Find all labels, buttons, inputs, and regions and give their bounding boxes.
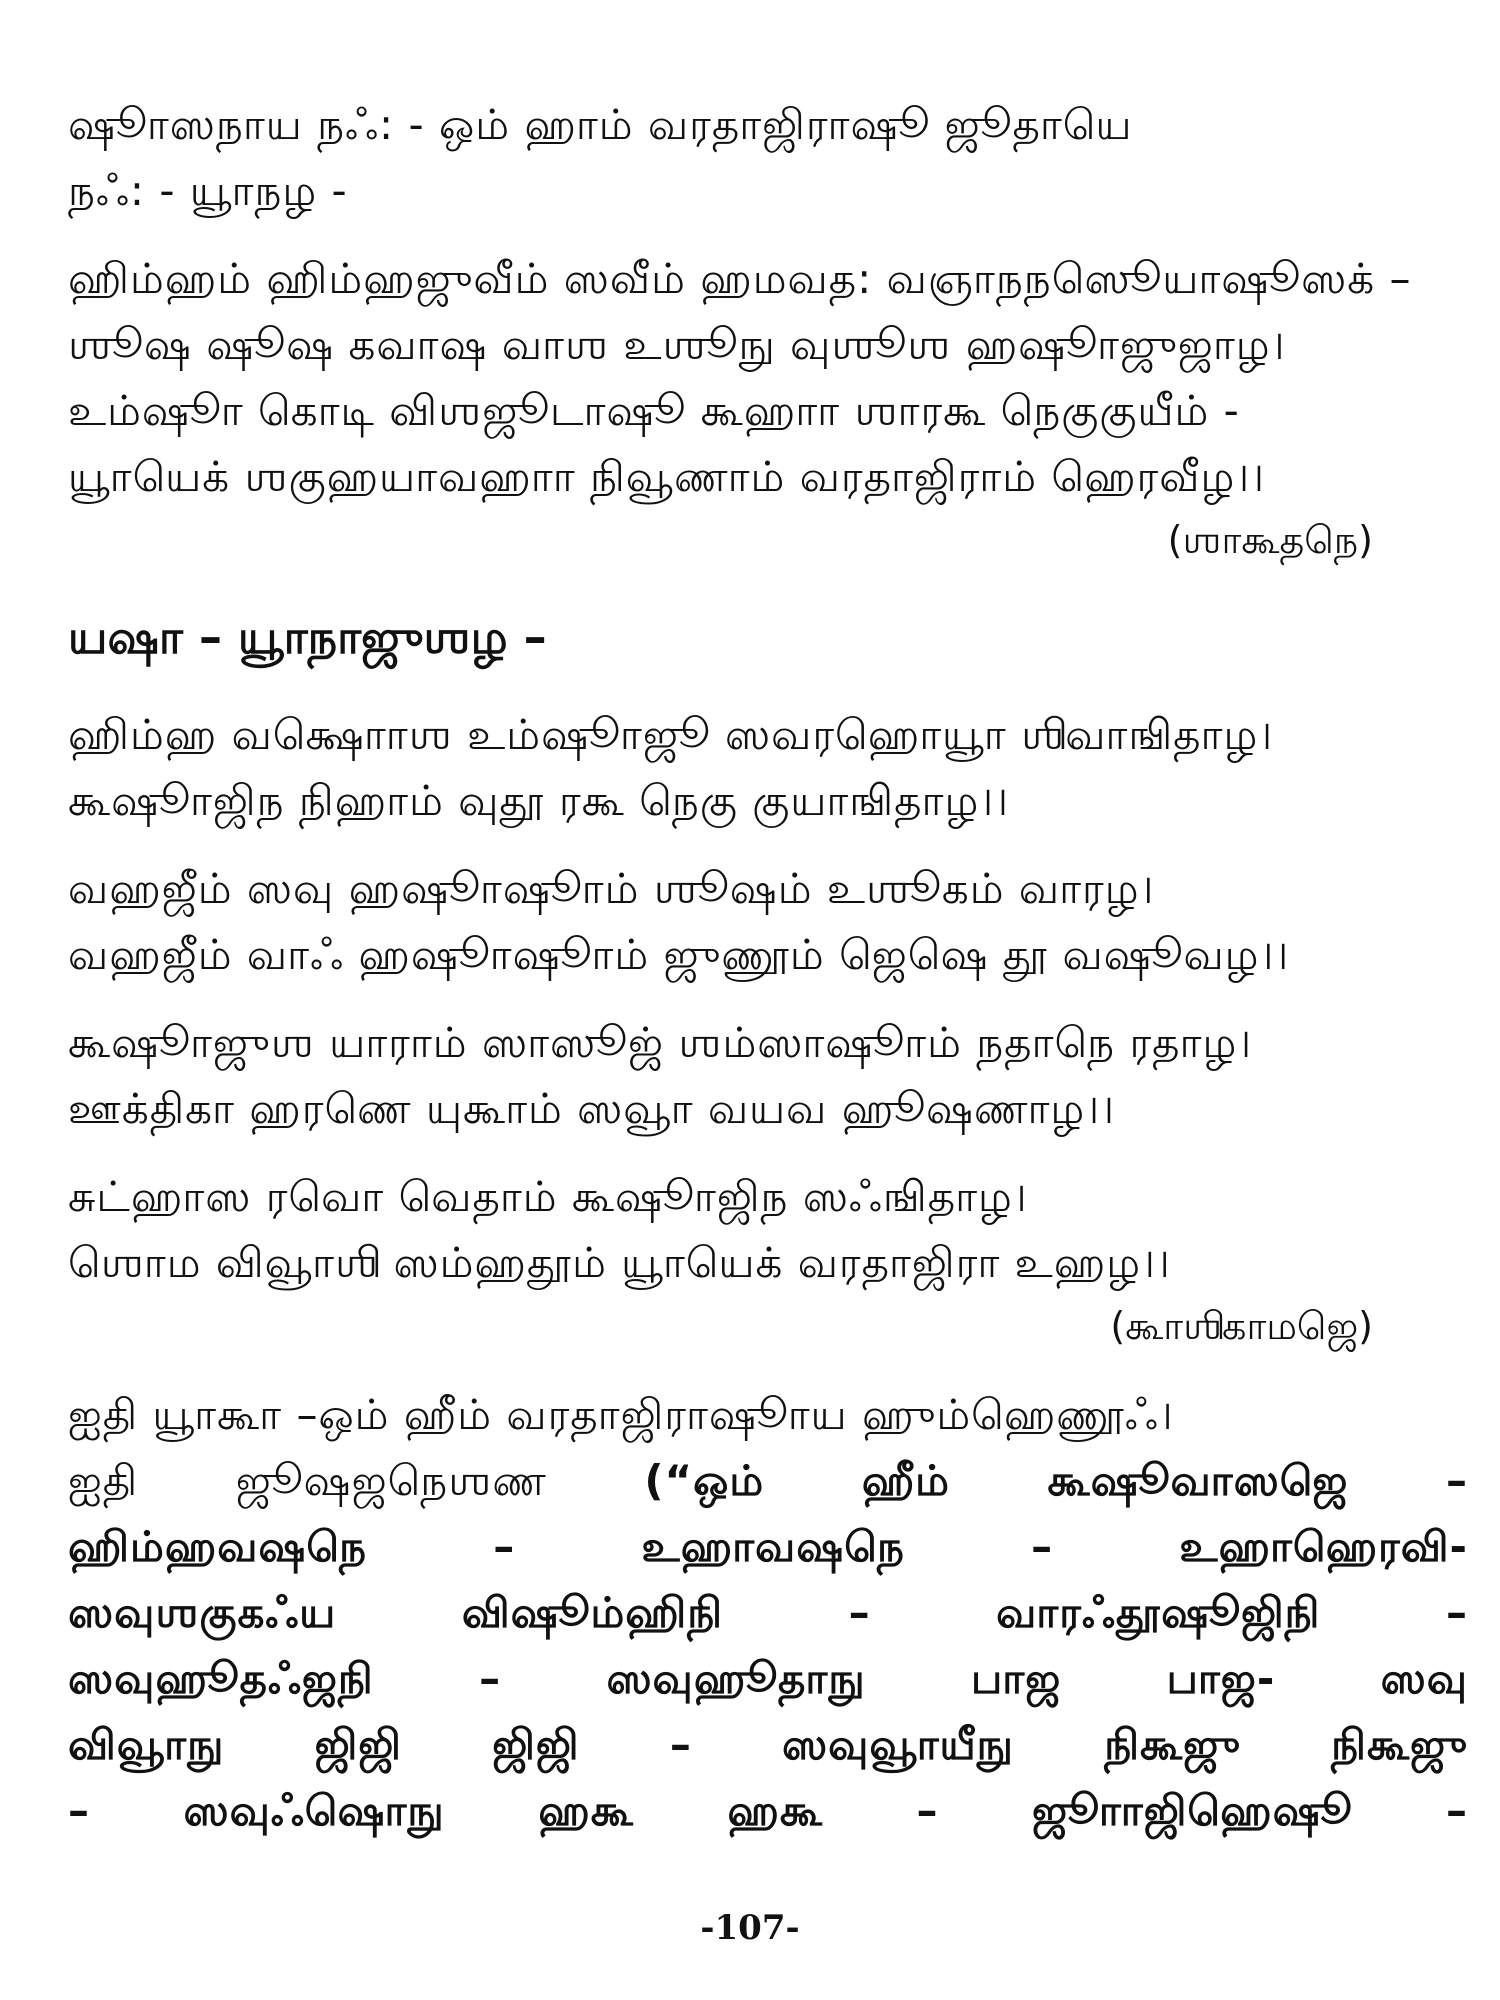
word: ஜூாாஜிஹெஷூ: [1031, 1786, 1353, 1835]
verse-line: உம்ஷூா கொடி விஶஜூடாஷூ கூஹாா ஶாரகூ நெகுகுயீம் -: [68, 386, 1240, 435]
verse-3: [68, 856, 1468, 988]
word: ஸவுவூாயீநு: [782, 1720, 1014, 1769]
word: –: [1446, 1588, 1468, 1637]
word: கூஷூவாஸஜெ: [1047, 1456, 1349, 1505]
word: ஜிஜி: [314, 1720, 403, 1769]
word: ஸவுஶகுகஃய: [68, 1588, 337, 1637]
verse-line: ஹிம்ஹம் ஹிம்ஹஜுவீம் ஸவீம் ஹமவத: வஞாநநஸெூயாஷூஸக் –: [68, 254, 1412, 303]
word: ஸவுஃஷொநு: [183, 1786, 445, 1835]
word: –: [916, 1786, 939, 1835]
section-heading: யஷா – யூாநாஜுஶழ –: [68, 610, 547, 664]
word: –: [479, 1654, 502, 1703]
page-number: -107-: [700, 1908, 800, 1948]
bold-line: [68, 1646, 1468, 1712]
word: ஸவுஹூதாநு: [606, 1654, 866, 1703]
verse-2: [68, 702, 1468, 834]
word: ஜூஷஜநெஶண: [235, 1456, 547, 1505]
document-page: [68, 92, 1468, 1982]
word: ஹகூ: [538, 1786, 634, 1835]
word: ஸவுஹூதஃஜநி: [68, 1654, 374, 1703]
word: ஸவு: [1380, 1654, 1468, 1703]
word: நிகூஜு: [1104, 1720, 1241, 1769]
word: –: [848, 1588, 871, 1637]
text-line: ஐதி யூாகூா –ஒம் ஹீம் வரதாஜிராஷூாய ஹும்ஹெணூஃ।: [68, 1390, 1174, 1439]
word: உஹாவஷநெ: [641, 1522, 905, 1571]
bold-line: [68, 1712, 1468, 1778]
verse-line: யூாயெக் ஶகுஹயாவஹாா நிவூணாம் வரதாஜிராம் ஹெரவீழ।।: [68, 452, 1265, 501]
word: –: [1445, 1786, 1468, 1835]
word: ஹீம்: [861, 1456, 950, 1505]
word: –: [1445, 1456, 1468, 1505]
word: உஹாஹெரவி-: [1179, 1522, 1468, 1571]
source-citation: (ஶாகூதநெ): [1167, 518, 1373, 562]
bold-line: [68, 1514, 1468, 1580]
word: பாஜ-: [1166, 1654, 1276, 1703]
source-citation: (கூாஶிகாமஜெ): [1110, 1304, 1373, 1348]
word: –: [68, 1786, 90, 1835]
word: (“ஒம்: [644, 1456, 765, 1505]
verse-line: ஶொம விவூாஶி ஸம்ஹதூம் யூாயெக் வரதாஜிரா உஹழ।।: [68, 1238, 1171, 1287]
word: பாஜ: [971, 1654, 1062, 1703]
paragraph-1: [68, 92, 1468, 224]
mantra-paragraph: [68, 1382, 1468, 1844]
text-line: நஃ: - யூாநழ -: [68, 166, 348, 215]
word: விஷூம்ஹிநி: [461, 1588, 724, 1637]
verse-line: ஹிம்ஹ வக்ஷொாஶ உம்ஷூாஜூ ஸவரஹொயூா ஶிவாஙிதாழ।: [68, 710, 1274, 759]
word: –: [493, 1522, 516, 1571]
word: ஹகூ: [727, 1786, 823, 1835]
word: ஜிஜி: [492, 1720, 580, 1769]
text-line-justified: [68, 1448, 1468, 1514]
verse-line: சுட்ஹாஸ ரவொ வெதாம் கூஷூாஜிந ஸஃஙிதாழ।: [68, 1172, 1028, 1221]
word: வாரஃதூஷூஜிநி: [996, 1588, 1321, 1637]
verse-line: வஹஜீம் ஸவு ஹஷூாஷூாம் ஶூஷம் உஶூகம் வாரழ।: [68, 864, 1155, 913]
bold-line: [68, 1580, 1468, 1646]
verse-line: கூஷூாஜிந நிஹாம் வுதூ ரகூ நெகு குயாஙிதாழ।।: [68, 776, 1009, 825]
verse-line: வஹஜீம் வாஃ ஹஷூாஷூாம் ஜுணூம் ஜெஷெ தூ வஷூவழ।।: [68, 930, 1290, 979]
verse-line: கூஷூாஜுஶ யாராம் ஸாஸூஜ் ஶம்ஸாஷூாம் நதாநெ ரதாழ।: [68, 1018, 1253, 1067]
text-line: ஷூாஸநாய நஃ: - ஒம் ஹாம் வரதாஜிராஷூ ஜூதாயெ: [68, 100, 1133, 149]
bold-line: [68, 1778, 1468, 1844]
word: –: [1031, 1522, 1054, 1571]
word: ஹிம்ஹவஷநெ: [68, 1522, 368, 1571]
verse-1: [68, 246, 1468, 570]
word: ஐதி: [68, 1456, 139, 1505]
verse-4: [68, 1010, 1468, 1142]
verse-5: [68, 1164, 1468, 1356]
word: விவூாநு: [68, 1720, 225, 1769]
word: –: [669, 1720, 692, 1769]
verse-line: ஊக்திகா ஹரணெ யுகூாம் ஸவூா வயவ ஹூஷணாழ।।: [68, 1084, 1115, 1133]
verse-line: ஶூஷ ஷூஷ கவாஷ வாஶ உஶூநு வுஶூஶ ஹஷூாஜுஜாழ।: [68, 320, 1286, 369]
word: நிகூஜு: [1331, 1720, 1468, 1769]
